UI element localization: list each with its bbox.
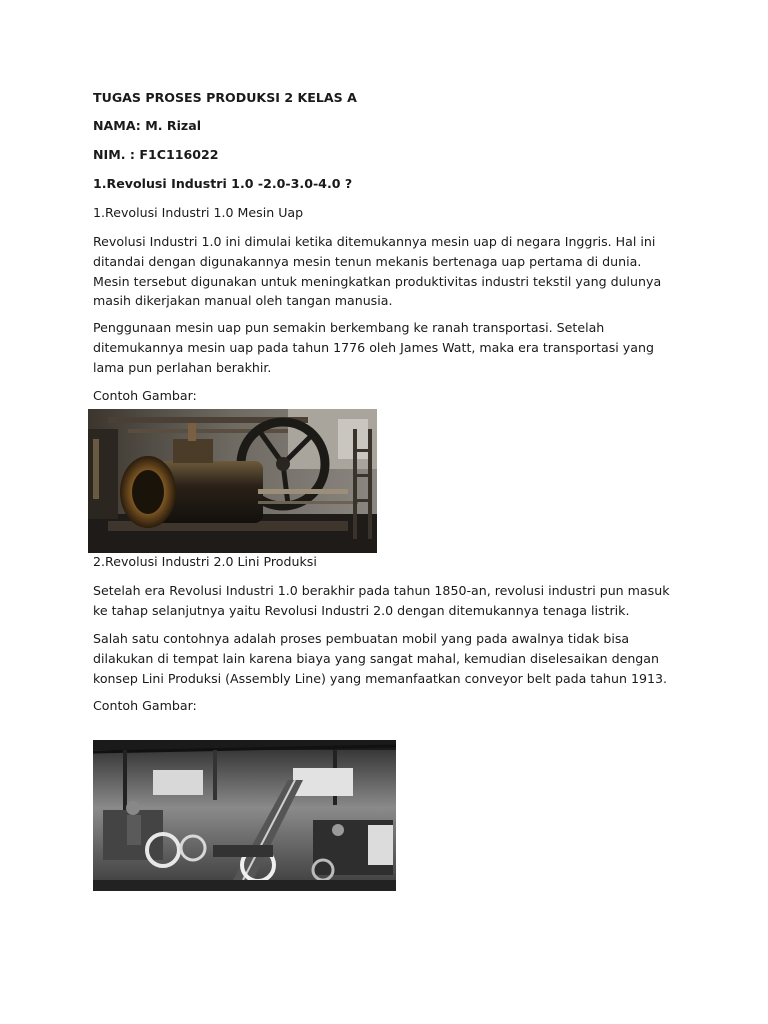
paragraph-line: dilakukan di tempat lain karena biaya yang sangat mahal, kemudian diselesaikan dengan <box>93 650 660 666</box>
section1-paragraph1 <box>93 232 673 311</box>
section2-paragraph2 <box>93 629 673 688</box>
paragraph-line: Mesin tersebut digunakan untuk meningkatkan produktivitas industri tekstil yang dulunya <box>93 273 662 289</box>
assembly-line-image <box>93 740 396 891</box>
section2-heading: 2.Revolusi Industri 2.0 Lini Produksi <box>93 554 317 569</box>
document-title: TUGAS PROSES PRODUKSI 2 KELAS A <box>93 90 357 105</box>
section1-heading: 1.Revolusi Industri 1.0 Mesin Uap <box>93 205 304 220</box>
student-nim: NIM. : F1C116022 <box>93 147 219 162</box>
paragraph-line: Penggunaan mesin uap pun semakin berkembang ke ranah transportasi. Setelah <box>93 320 605 335</box>
paragraph-line: ditemukannya mesin uap pada tahun 1776 oleh James Watt, maka era transportasi yang <box>93 339 654 355</box>
steam-engine-image <box>88 409 377 553</box>
paragraph-line: masih dikerjakan manual oleh tangan manusia. <box>93 293 393 309</box>
paragraph-line: Setelah era Revolusi Industri 1.0 berakhir pada tahun 1850-an, revolusi industri pun masuk <box>93 583 670 598</box>
section1-example-label: Contoh Gambar: <box>93 388 197 403</box>
paragraph-line: lama pun perlahan berakhir. <box>93 359 272 375</box>
paragraph-line: Revolusi Industri 1.0 ini dimulai ketika ditemukannya mesin uap di negara Inggris. Hal ini <box>93 234 656 249</box>
question-heading: 1.Revolusi Industri 1.0 -2.0-3.0-4.0 ? <box>93 176 353 191</box>
section2-paragraph1 <box>93 581 673 621</box>
section2-example-label: Contoh Gambar: <box>93 698 197 713</box>
student-name: NAMA: M. Rizal <box>93 118 202 133</box>
paragraph-line: konsep Lini Produksi (Assembly Line) yang memanfaatkan conveyor belt pada tahun 1913. <box>93 670 668 686</box>
paragraph-line: Salah satu contohnya adalah proses pembuatan mobil yang pada awalnya tidak bisa <box>93 631 630 646</box>
paragraph-line: ditandai dengan digunakannya mesin tenun mekanis bertenaga uap pertama di dunia. <box>93 253 642 269</box>
section1-paragraph2 <box>93 318 673 377</box>
paragraph-line: ke tahap selanjutnya yaitu Revolusi Industri 2.0 dengan ditemukannya tenaga listrik. <box>93 602 630 618</box>
